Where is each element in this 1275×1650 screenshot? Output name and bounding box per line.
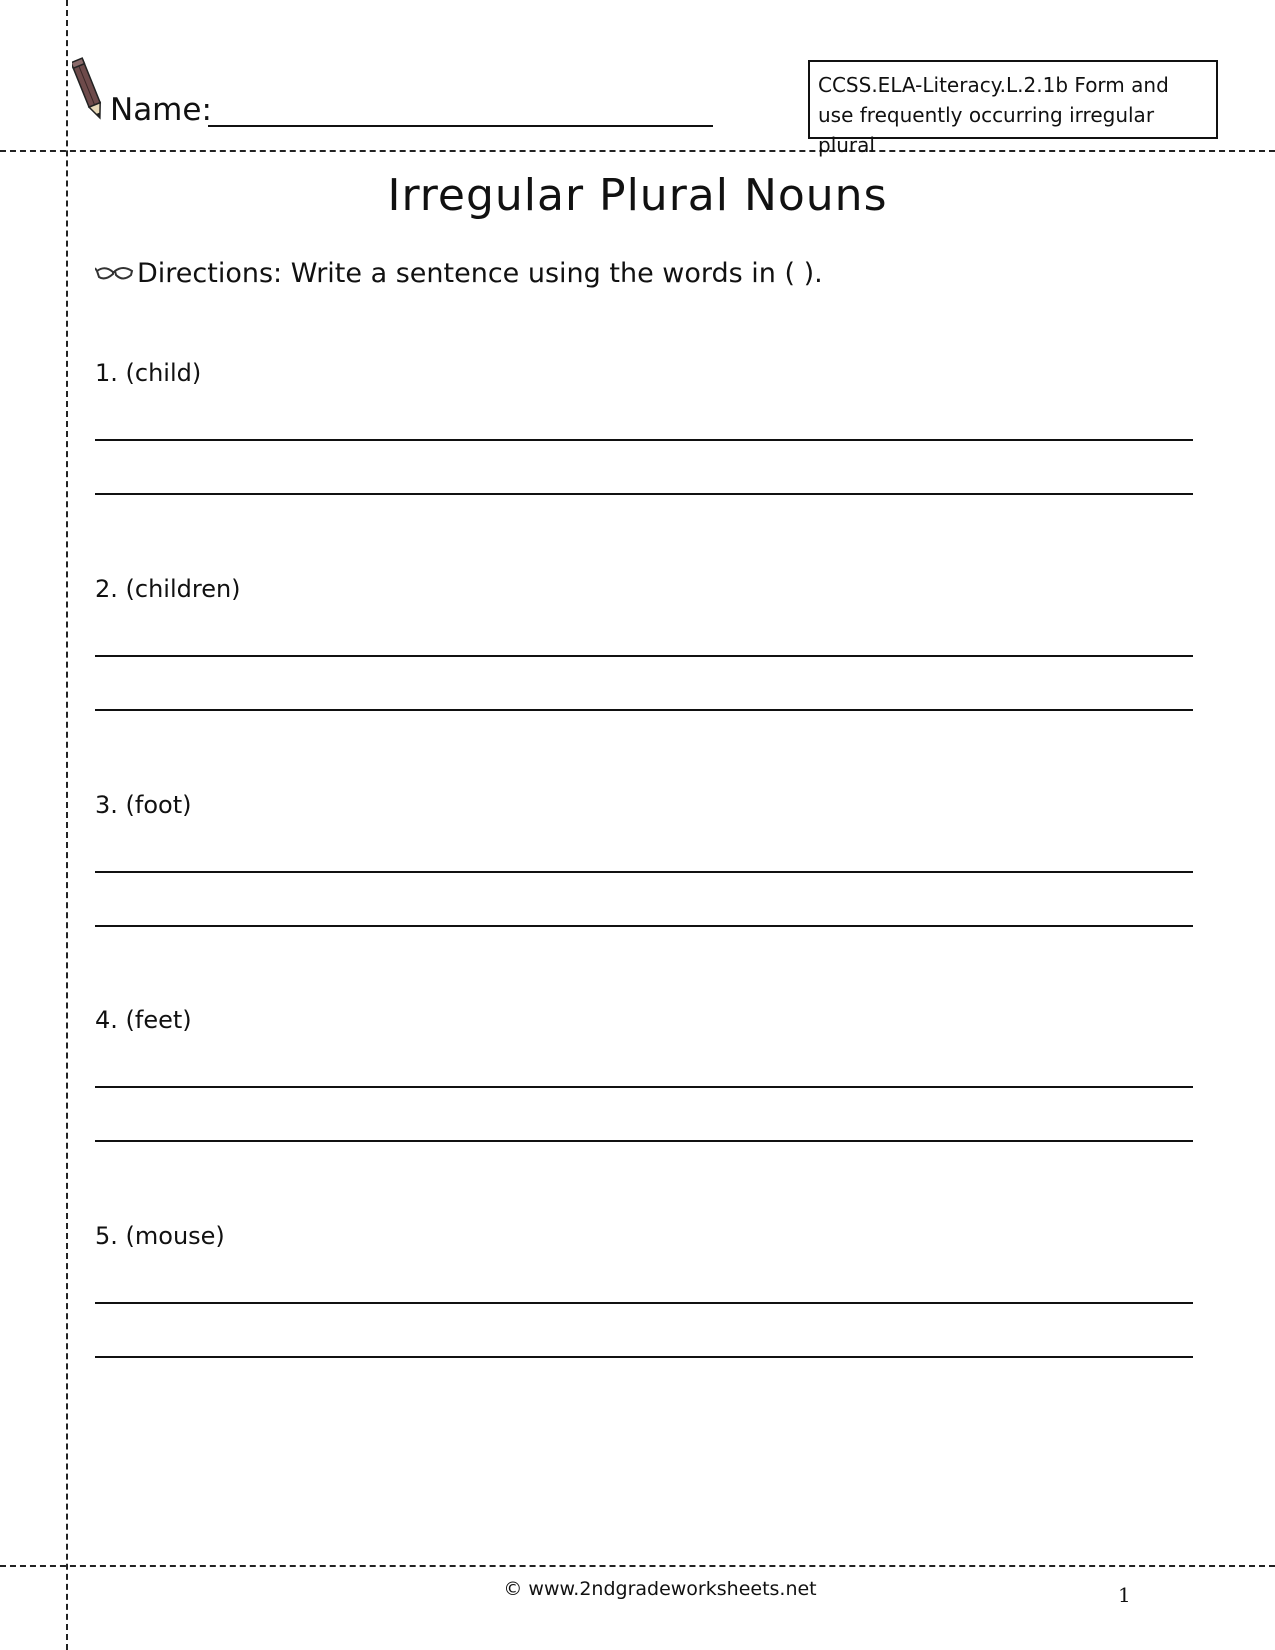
pencil-icon xyxy=(72,56,106,126)
answer-line[interactable] xyxy=(95,871,1193,873)
answer-line[interactable] xyxy=(95,1086,1193,1088)
answer-line[interactable] xyxy=(95,1302,1193,1304)
answer-line[interactable] xyxy=(95,655,1193,657)
question-4 xyxy=(95,1004,1195,1204)
question-2 xyxy=(95,573,1195,773)
answer-line[interactable] xyxy=(95,709,1193,711)
question-3 xyxy=(95,789,1195,989)
directions xyxy=(95,256,823,292)
glasses-icon xyxy=(95,263,135,285)
margin-dashed-line-vertical xyxy=(66,0,68,1650)
question-label: 1. (child) xyxy=(95,359,202,387)
footer-copyright: © www.2ndgradeworksheets.net xyxy=(503,1578,817,1600)
answer-line[interactable] xyxy=(95,1140,1193,1142)
name-label: Name: xyxy=(110,92,212,128)
name-input-line[interactable] xyxy=(208,125,713,127)
answer-line[interactable] xyxy=(95,1356,1193,1358)
header-dashed-line xyxy=(0,150,1275,152)
standard-box: CCSS.ELA-Literacy.L.2.1b Form and use frequently occurring irregular plural xyxy=(808,60,1218,139)
question-label: 5. (mouse) xyxy=(95,1222,225,1250)
page-title: Irregular Plural Nouns xyxy=(387,170,888,221)
directions-text: Directions: Write a sentence using the words in ( ). xyxy=(137,258,823,289)
page-number: 1 xyxy=(1118,1583,1131,1607)
question-1 xyxy=(95,357,1195,557)
answer-line[interactable] xyxy=(95,439,1193,441)
question-5 xyxy=(95,1220,1195,1420)
answer-line[interactable] xyxy=(95,493,1193,495)
question-label: 3. (foot) xyxy=(95,791,192,819)
question-label: 2. (children) xyxy=(95,575,241,603)
question-label: 4. (feet) xyxy=(95,1006,192,1034)
footer-dashed-line xyxy=(0,1565,1275,1567)
answer-line[interactable] xyxy=(95,925,1193,927)
